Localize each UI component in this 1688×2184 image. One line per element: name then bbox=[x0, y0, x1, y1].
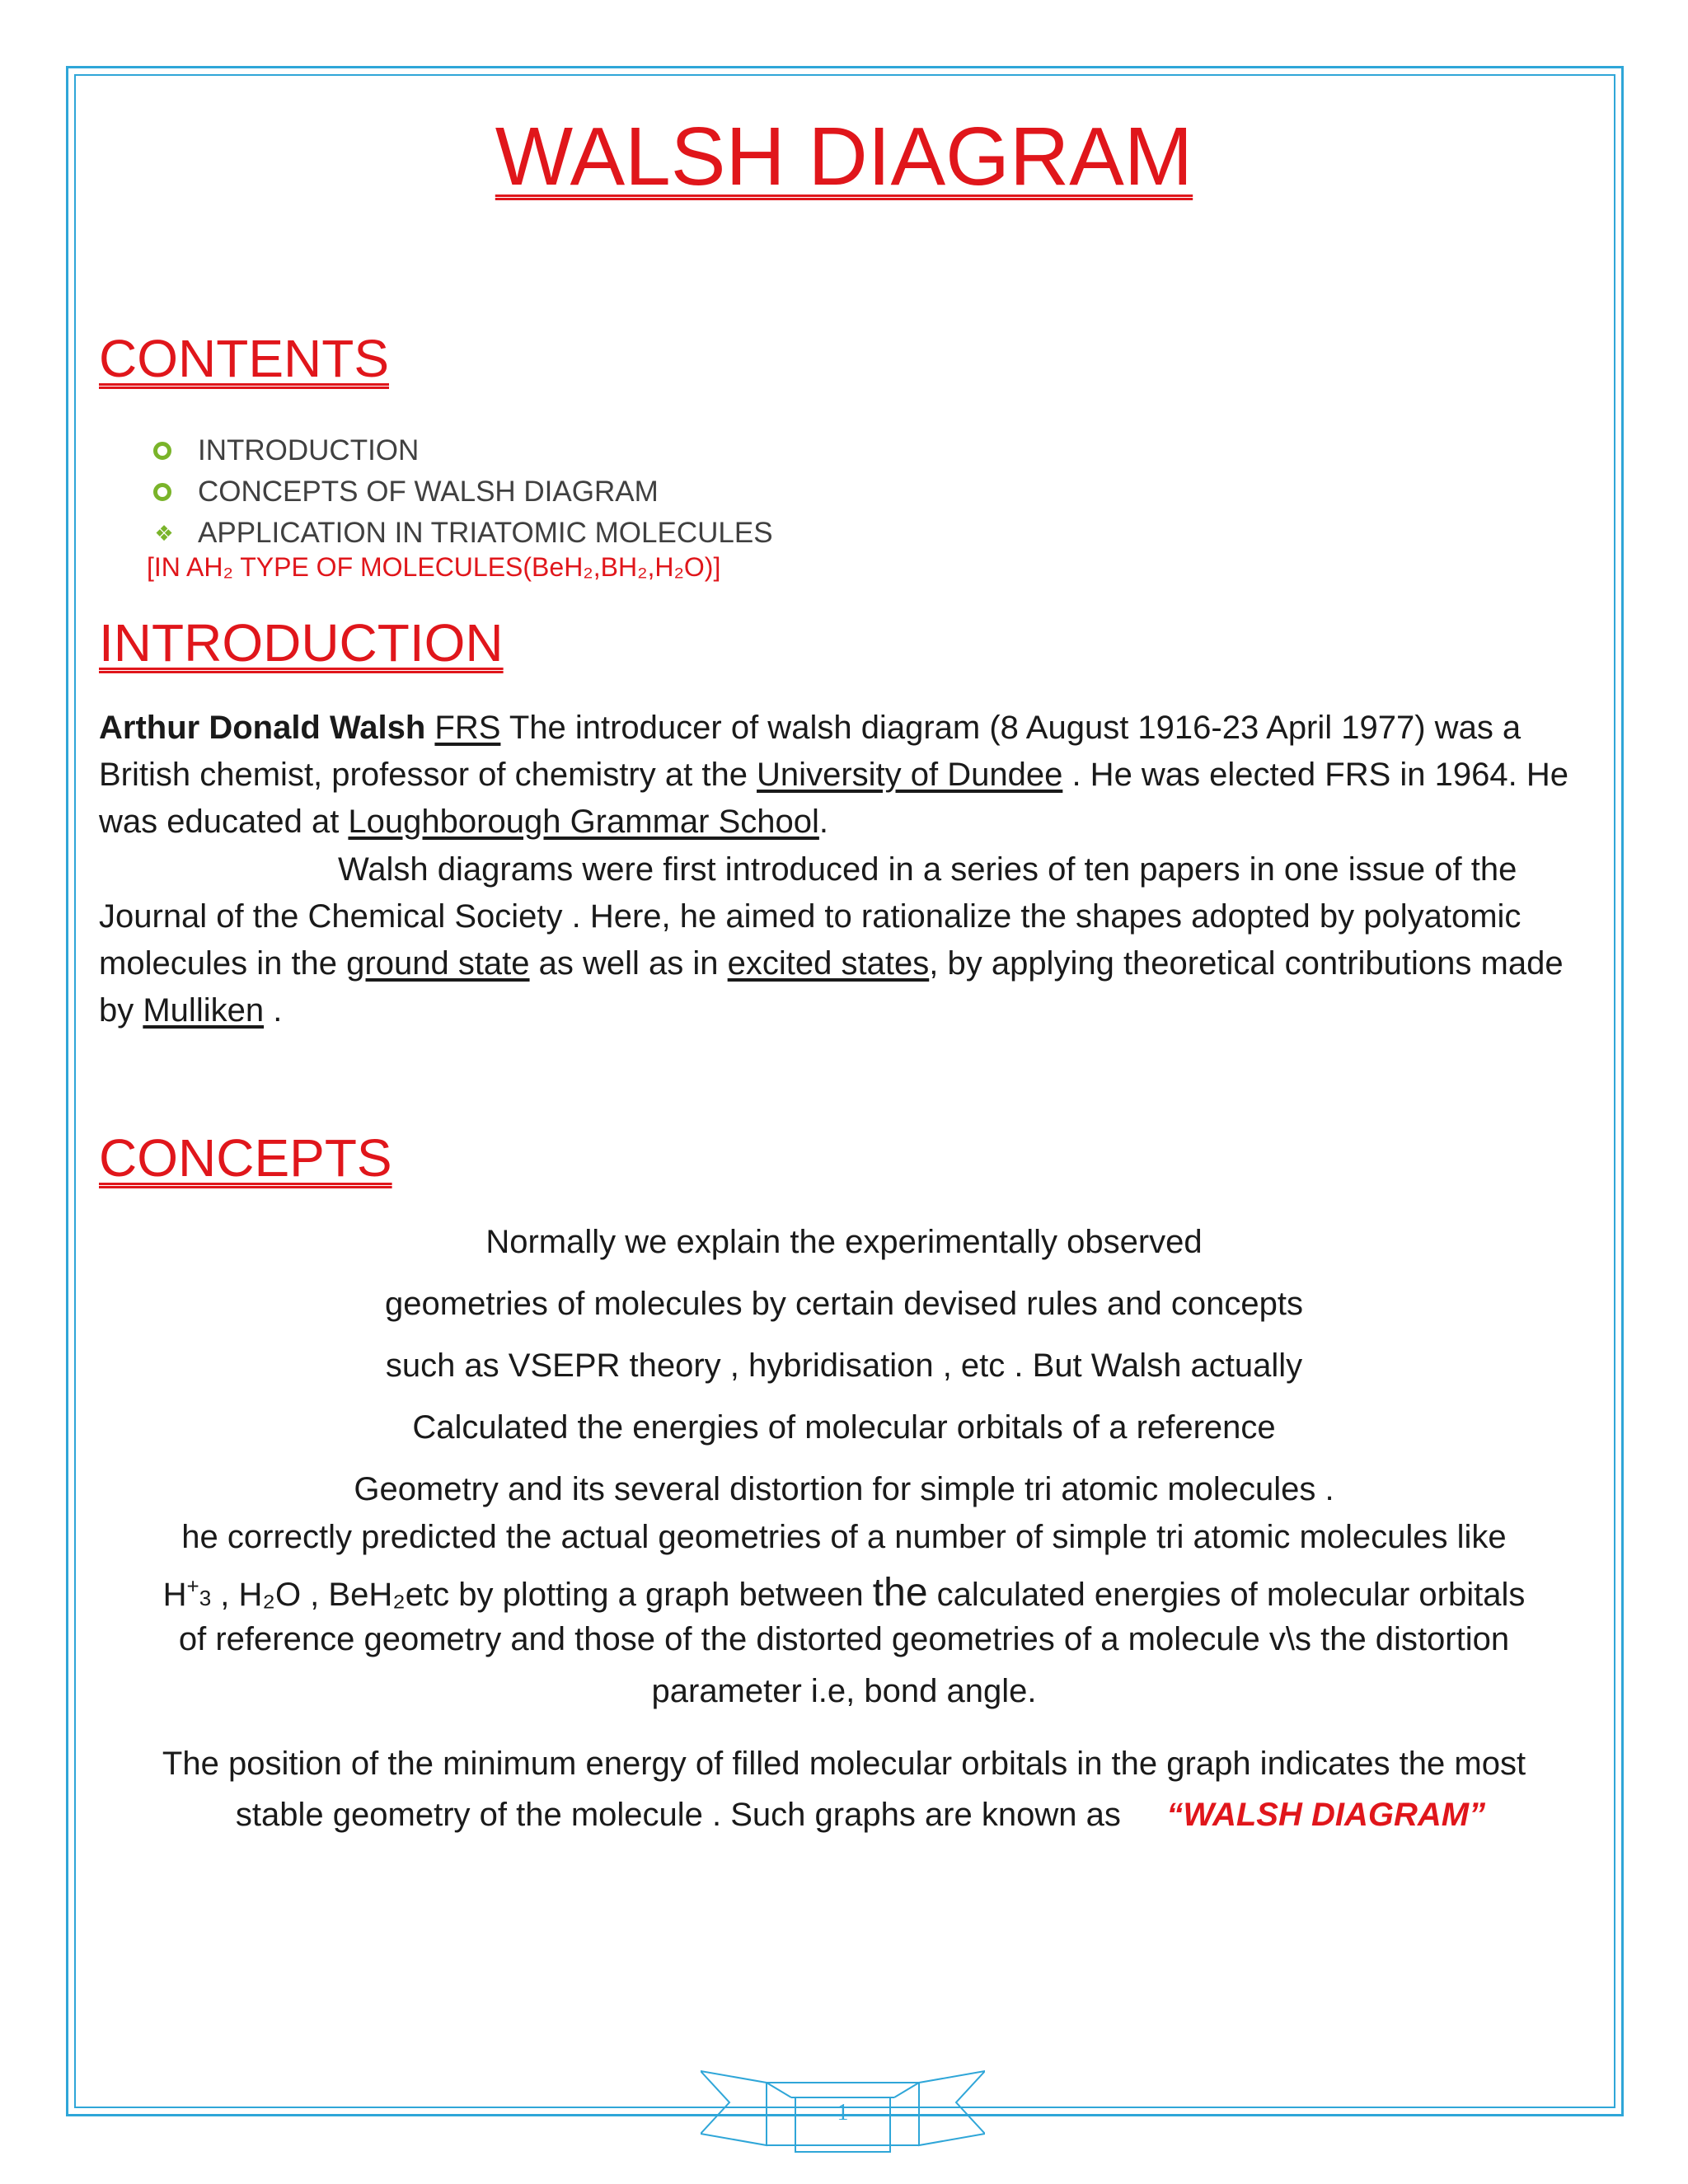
list-item bbox=[148, 471, 773, 513]
frs-link[interactable]: FRS bbox=[434, 710, 501, 746]
concepts-line: of reference geometry and those of the distorted geometries of a molecule v\s the distortion bbox=[178, 1621, 1510, 1657]
mulliken-link[interactable]: Mulliken bbox=[143, 992, 265, 1029]
intro-text: The introducer of walsh diagram (8 August 1916-23 April 1977) was a British chemist, professor of chemistry at the bbox=[99, 710, 1522, 793]
introduction-heading: INTRODUCTION bbox=[99, 613, 504, 673]
contents-note: [IN AH₂ TYPE OF MOLECULES(BeH₂,BH₂,H₂O)] bbox=[147, 552, 721, 582]
contents-list bbox=[148, 430, 773, 554]
toc-item-label: APPLICATION IN TRIATOMIC MOLECULES bbox=[198, 517, 773, 549]
concepts-line: parameter i.e, bond angle. bbox=[651, 1673, 1037, 1709]
toc-item-label: CONCEPTS OF WALSH DIAGRAM bbox=[198, 476, 659, 508]
intro-text: , by applying theoretical contributions made by bbox=[99, 945, 1564, 1029]
formula-text: H bbox=[162, 1577, 187, 1613]
concepts-line: he correctly predicted the actual geometries of a number of simple tri atomic molecules like bbox=[181, 1519, 1507, 1555]
superscript: + bbox=[186, 1573, 199, 1599]
concepts-line: Calculated the energies of molecular orbitals of a reference bbox=[412, 1409, 1276, 1446]
concepts-line: Normally we explain the experimentally observed bbox=[485, 1224, 1203, 1260]
toc-item-label: INTRODUCTION bbox=[198, 434, 420, 466]
intro-text: as well as in bbox=[529, 945, 728, 982]
excited-states-link[interactable]: excited states bbox=[727, 945, 930, 982]
person-name: Arthur Donald Walsh bbox=[99, 710, 426, 746]
concepts-line bbox=[0, 1797, 1688, 1834]
emphasis-word: the bbox=[872, 1571, 928, 1615]
concepts-line: The position of the minimum energy of filled molecular orbitals in the graph indicates the most bbox=[162, 1746, 1526, 1782]
intro-text: Walsh diagrams were first introduced in a series of ten papers in one issue of the Journal of the Chemical Society . Here, he aimed to rationalize the shapes adopted by polyatomic molecules in the bbox=[99, 851, 1522, 982]
contents-heading: CONTENTS bbox=[99, 329, 389, 388]
concepts-line: such as VSEPR theory , hybridisation , etc . But Walsh actually bbox=[385, 1347, 1303, 1384]
walsh-diagram-emphasis: “WALSH DIAGRAM” bbox=[1166, 1797, 1486, 1833]
intro-text: . bbox=[818, 804, 828, 840]
list-item bbox=[148, 513, 773, 554]
intro-text: . bbox=[264, 992, 283, 1029]
list-item bbox=[148, 430, 773, 471]
introduction-paragraph-1 bbox=[99, 705, 1599, 846]
university-link[interactable]: University of Dundee bbox=[757, 757, 1063, 793]
school-link[interactable]: Loughborough Grammar School bbox=[348, 804, 819, 840]
ring-bullet-icon bbox=[153, 442, 171, 460]
page-number: 1 bbox=[837, 2100, 849, 2125]
document-title: WALSH DIAGRAM bbox=[495, 110, 1193, 203]
subscript: 3 bbox=[199, 1586, 212, 1610]
concepts-text: stable geometry of the molecule . Such graphs are known as bbox=[235, 1797, 1167, 1833]
concepts-line: geometries of molecules by certain devised rules and concepts bbox=[385, 1286, 1303, 1322]
formula-text: calculated energies of molecular orbitals bbox=[927, 1577, 1526, 1613]
ground-state-link[interactable]: ground state bbox=[346, 945, 530, 982]
formula-text: , H₂O , BeH₂etc by plotting a graph between bbox=[211, 1577, 873, 1613]
concepts-line: Geometry and its several distortion for simple tri atomic molecules . bbox=[354, 1471, 1334, 1507]
concepts-line bbox=[0, 1570, 1688, 1615]
ring-bullet-icon bbox=[153, 483, 171, 501]
diamond-bullet-icon: ❖ bbox=[154, 521, 174, 546]
introduction-paragraph-2 bbox=[99, 846, 1599, 1034]
intro-text: . He was elected FRS in 1964. He was educated at bbox=[99, 757, 1568, 840]
concepts-heading: CONCEPTS bbox=[99, 1128, 392, 1188]
